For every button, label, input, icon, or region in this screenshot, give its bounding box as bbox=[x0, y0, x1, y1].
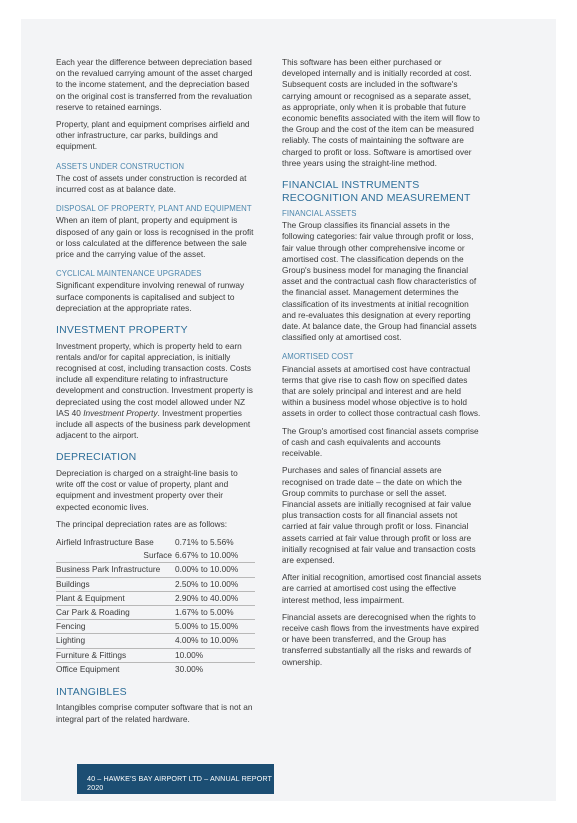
page-footer bbox=[77, 764, 274, 794]
table-row bbox=[56, 605, 255, 619]
asset-class-cell: Office Equipment bbox=[56, 663, 120, 674]
table-row bbox=[56, 536, 255, 549]
asset-class-cell: Surface bbox=[56, 549, 175, 563]
rate-cell: 2.90% to 40.00% bbox=[175, 591, 255, 605]
depreciation-rates-table bbox=[56, 536, 255, 676]
heading-depreciation: DEPRECIATION bbox=[56, 451, 137, 464]
paragraph: The Group classifies its financial assets in the following categories: fair value through profit or loss, fair value through other comprehensive income or amortised cost. The classification depends on the Group's business model for managing the financial asset and the contractual cash flow characteristics of the financial asset. Management determines the classification of its investments at initial recognition and re-evaluates this designation at every reporting date. At balance date, the Group had financial assets classified only at amortised cost. bbox=[282, 220, 477, 343]
rate-cell: 2.50% to 10.00% bbox=[175, 577, 255, 591]
table-row bbox=[56, 662, 255, 676]
asset-class-cell: Airfield Infrastructure Base bbox=[56, 536, 154, 547]
paragraph: Significant expenditure involving renewal of runway surface components is capitalised and subject to depreciation at the appropriate rates. bbox=[56, 280, 245, 313]
paragraph: After initial recognition, amortised cost financial assets are carried at amortised cost using the effective interest method, less impairment. bbox=[282, 572, 482, 605]
left-column bbox=[56, 57, 256, 731]
asset-class-cell: Lighting bbox=[56, 634, 175, 648]
rate-cell: 30.00% bbox=[175, 663, 204, 674]
right-column bbox=[282, 57, 482, 674]
rate-cell: 10.00% bbox=[175, 648, 255, 662]
table-row bbox=[56, 648, 255, 662]
paragraph: Financial assets at amortised cost have contractual terms that give rise to cash flow on specified dates that are solely principal and interest and are held within a business model whose objective is to hold assets in order to collect those contractual cash flows. bbox=[282, 363, 481, 419]
asset-class-cell: Furniture & Fittings bbox=[56, 648, 175, 662]
paragraph: This software has been either purchased or developed internally and is initially recorded at cost. Subsequent costs are included in the software's carrying amount or recognised as a separate asset, as appropriate, only when it is probable that future economic benefits associated with the item will flow to the Group and the cost of the item can be measured reliably. The costs of maintaining the software are charged to profit or loss. Software is amortised over three years using the straight-line method. bbox=[282, 57, 480, 168]
paragraph bbox=[56, 341, 256, 442]
subheading-amortised-cost: AMORTISED COST bbox=[282, 352, 354, 362]
paragraph: The Group's amortised cost financial assets comprise of cash and cash equivalents and accounts receivable. bbox=[282, 425, 479, 459]
heading-intangibles: INTANGIBLES bbox=[56, 685, 127, 698]
heading-investment-property: INVESTMENT PROPERTY bbox=[56, 324, 188, 337]
subheading-financial-assets: FINANCIAL ASSETS bbox=[282, 209, 357, 219]
subheading-assets-under-construction: ASSETS UNDER CONSTRUCTION bbox=[56, 161, 185, 171]
text-run: Investment property, which is property held to earn rentals and/or for capital appreciation, is initially recognised at cost, including transaction costs. Costs include all expenditure relating to infrastructure development and construction. Investment property is depreciated using the cost model allowed under NZ IAS 40 bbox=[56, 340, 253, 418]
table-row bbox=[56, 634, 255, 648]
rate-cell: 5.00% to 15.00% bbox=[175, 620, 255, 634]
subheading-cyclical-maintenance: CYCLICAL MAINTENANCE UPGRADES bbox=[56, 269, 202, 279]
paragraph: The cost of assets under construction is recorded at incurred cost as at balance date. bbox=[56, 172, 247, 195]
rate-cell: 4.00% to 10.00% bbox=[175, 634, 255, 648]
paragraph: When an item of plant, property and equipment is disposed of any gain or loss is recognised in the profit or loss calculated at the difference between the sale price and the carrying value of the asset. bbox=[56, 215, 254, 260]
paragraph: Property, plant and equipment comprises airfield and other infrastructure, car parks, buildings and equipment. bbox=[56, 119, 250, 152]
table-row bbox=[56, 620, 255, 634]
paragraph: Each year the difference between depreciation based on the revalued carrying amount of the asset charged to the income statement, and the depreciation based on the original cost is transferred from the revaluation reserve to retained earnings. bbox=[56, 57, 253, 112]
table-row bbox=[56, 577, 255, 591]
asset-class-cell: Plant & Equipment bbox=[56, 591, 175, 605]
text-run: . Investment properties include all aspects of the business park development adjacent to the airport. bbox=[56, 407, 251, 441]
table-row bbox=[56, 591, 255, 605]
footer-text: 40 – HAWKE'S BAY AIRPORT LTD – ANNUAL REPORT 2020 bbox=[87, 774, 272, 792]
asset-class-cell: Business Park Infrastructure bbox=[56, 563, 175, 577]
paragraph: Purchases and sales of financial assets are recognised on trade date – the date on which the Group commits to purchase or sell the asset. Financial assets are initially recognised at fair value plus transaction costs for all financial assets not carried at fair value through profit or loss. Financial assets carried at fair value through profit or loss are initially recognised at fair value and transaction costs are expensed. bbox=[282, 465, 476, 565]
text-run-italic: Investment Property bbox=[83, 407, 158, 418]
heading-financial-instruments: FINANCIAL INSTRUMENTS RECOGNITION AND MEASUREMENT bbox=[282, 179, 471, 204]
table-row bbox=[56, 563, 255, 577]
paragraph: Intangibles comprise computer software that is not an integral part of the related hardware. bbox=[56, 702, 253, 724]
rate-cell: 1.67% to 5.00% bbox=[175, 605, 255, 619]
table-row bbox=[56, 549, 255, 563]
asset-class-cell: Fencing bbox=[56, 620, 175, 634]
rate-cell: 0.00% to 10.00% bbox=[175, 563, 255, 577]
asset-class-cell: Car Park & Roading bbox=[56, 605, 175, 619]
paragraph: Depreciation is charged on a straight-line basis to write off the cost or value of property, plant and equipment and investment property over their expected economic lives. bbox=[56, 467, 238, 512]
subheading-disposal: DISPOSAL OF PROPERTY, PLANT AND EQUIPMENT bbox=[56, 204, 252, 214]
rate-cell: 6.67% to 10.00% bbox=[175, 549, 255, 563]
rate-cell: 0.71% to 5.56% bbox=[175, 536, 234, 547]
paragraph: Financial assets are derecognised when the rights to receive cash flows from the investments have expired or have been transferred, and the Group has transferred substantially all the risks and rewards of ownership. bbox=[282, 611, 479, 667]
paragraph: The principal depreciation rates are as follows: bbox=[56, 518, 228, 529]
asset-class-cell: Buildings bbox=[56, 577, 175, 591]
